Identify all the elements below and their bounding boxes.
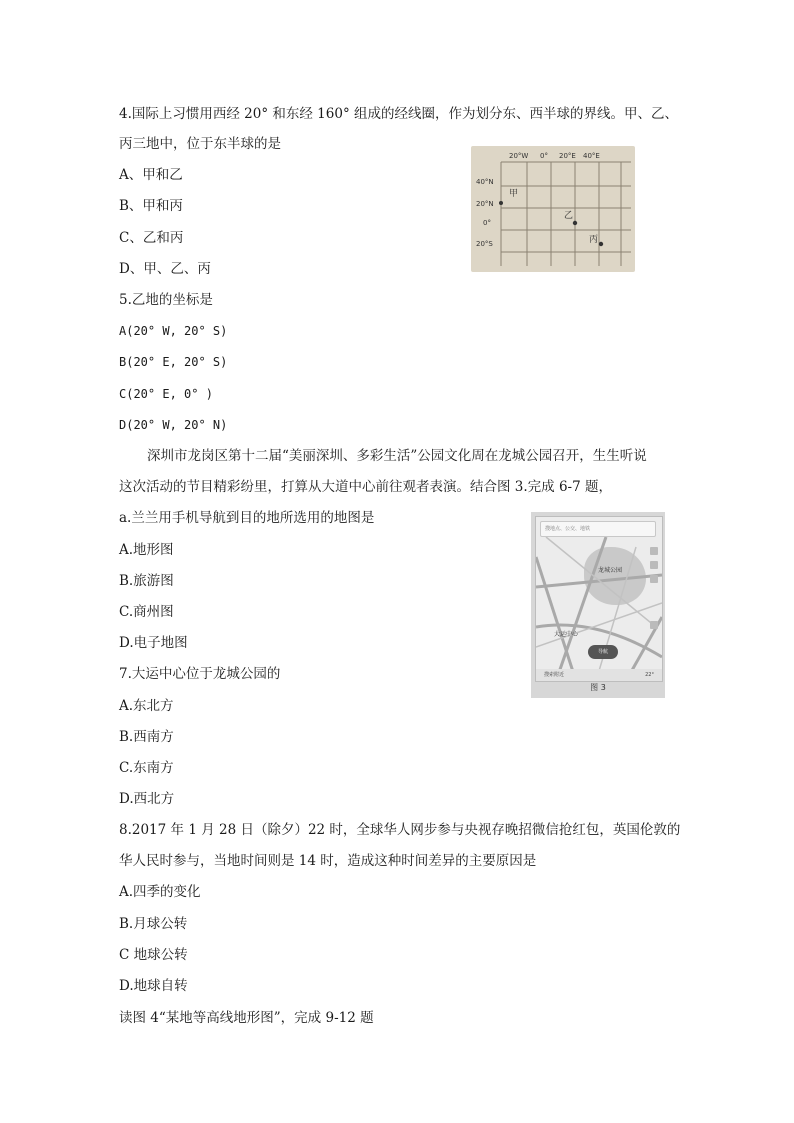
q5-option-a: A(20° W, 20° S): [119, 324, 228, 338]
passage-line-2: 这次活动的节目精彩纷里，打算从大道中心前往观者表演。结合图 3.完成 6-7 题，: [119, 479, 612, 495]
point-jia-marker: [499, 201, 503, 205]
navigate-button: 导航: [588, 645, 618, 659]
q8-stem-line-2: 华人民时参与，当地时间则是 14 时，造成这种时间差异的主要原因是: [119, 853, 537, 869]
grid-top-label-0: 0°: [540, 152, 548, 160]
q4-stem-line-2: 丙三地中，位于东半球的是: [119, 136, 281, 152]
q4-option-d: D、甲、乙、丙: [119, 261, 211, 277]
park-label: 龙城公园: [598, 567, 623, 574]
point-bing-marker: [599, 242, 603, 246]
q7-stem: 7.大运中心位于龙城公园的: [119, 666, 281, 682]
q8-stem-line-1: 8.2017 年 1 月 28 日（除夕）22 时，全球华人网步参与央视存晚招微信抢红包，英国伦敦的: [119, 822, 681, 838]
center-label: 大运中心: [554, 631, 579, 638]
phone-screen: [535, 516, 663, 682]
q8-option-c: C 地球公转: [119, 947, 188, 963]
q4-stem-line-1: 4.国际上习惯用西经 20° 和东经 160° 组成的经线圈，作为划分东、西半球的界线。甲、乙、: [119, 106, 678, 122]
q4-option-c: C、乙和丙: [119, 230, 184, 246]
weather-label: 22°: [645, 672, 654, 678]
q7-option-d: D.西北方: [119, 791, 175, 807]
map-route-icon: [650, 575, 658, 583]
grid-left-label-20n: 20°N: [476, 200, 494, 208]
grid-left-label-0: 0°: [483, 219, 491, 227]
passage-line-1: 深圳市龙岗区第十二届“美丽深圳、多彩生活”公园文化周在龙城公园召开，生生听说: [147, 448, 647, 464]
figure-3-caption: 图 3: [590, 683, 606, 692]
q6-option-a: A.地形图: [119, 542, 174, 558]
grid-top-label-40e: 40°E: [583, 152, 600, 160]
q7-option-b: B.西南方: [119, 729, 174, 745]
grid-left-label-20s: 20°S: [476, 240, 493, 248]
q7-option-a: A.东北方: [119, 698, 174, 714]
point-yi-marker: [573, 221, 577, 225]
grid-top-label-20e: 20°E: [559, 152, 576, 160]
map-zoom-icon: [650, 621, 658, 629]
q8-option-a: A.四季的变化: [119, 884, 201, 900]
place-label-yi: 乙: [564, 211, 574, 221]
q6-stem: a.兰兰用手机导航到目的地所选用的地图是: [119, 510, 375, 526]
q8-option-d: D.地球自转: [119, 978, 188, 994]
q7-option-c: C.东南方: [119, 760, 174, 776]
phone-bottom-bar: [536, 669, 662, 681]
q5-option-b: B(20° E, 20° S): [119, 355, 228, 369]
nearby-label: 搜索附近: [544, 672, 565, 678]
q4-option-b: B、甲和丙: [119, 198, 183, 214]
q5-option-d: D(20° W, 20° N): [119, 418, 228, 432]
lat-long-grid-figure: [471, 146, 635, 272]
map-layer-icon: [650, 547, 658, 555]
q6-option-b: B.旅游图: [119, 573, 174, 589]
q5-stem: 5.乙地的坐标是: [119, 292, 213, 308]
q8-option-b: B.月球公转: [119, 916, 188, 932]
q6-option-c: C.商州图: [119, 604, 174, 620]
q9-intro: 读图 4“某地等高线地形图”，完成 9-12 题: [119, 1010, 374, 1026]
q5-option-c: C(20° E, 0° ): [119, 387, 213, 401]
map-search-input: 搜地点、公交、地铁: [540, 521, 656, 537]
q6-option-d: D.电子地图: [119, 635, 188, 651]
grid-top-label-20w: 20°W: [509, 152, 529, 160]
map-traffic-icon: [650, 561, 658, 569]
place-label-bing: 丙: [589, 235, 599, 245]
grid-left-label-40n: 40°N: [476, 178, 494, 186]
place-label-jia: 甲: [509, 189, 519, 199]
phone-map-figure: [531, 512, 665, 698]
q4-option-a: A、甲和乙: [119, 167, 183, 183]
